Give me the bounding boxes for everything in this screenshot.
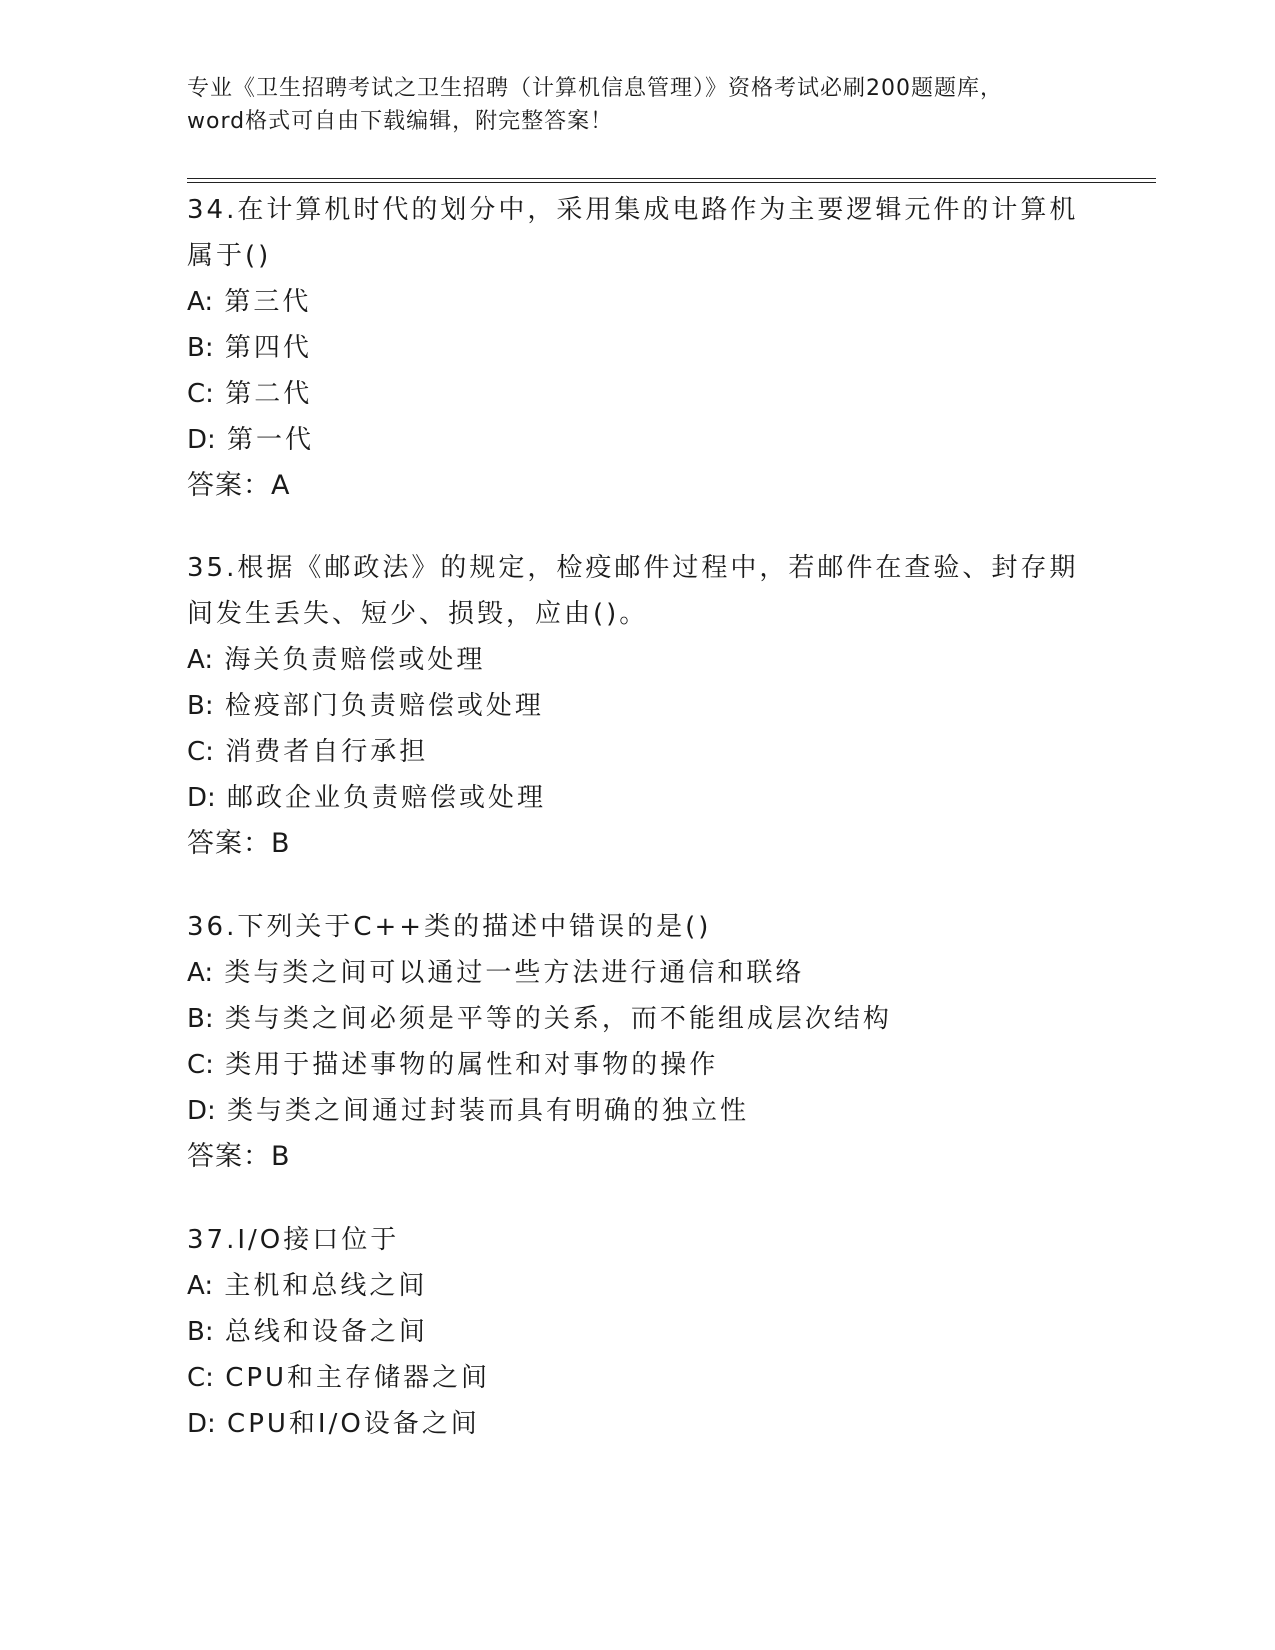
option-c xyxy=(187,371,1087,417)
option-letter: B: xyxy=(187,333,214,363)
option-c xyxy=(187,1355,1087,1401)
option-letter: B: xyxy=(187,1004,214,1034)
option-b xyxy=(187,1309,1087,1355)
header-line-2: word格式可自由下载编辑，附完整答案！ xyxy=(187,109,614,134)
option-d xyxy=(187,775,1087,821)
option-text: 检疫部门负责赔偿或处理 xyxy=(224,691,544,721)
question-text xyxy=(187,1217,1087,1263)
question-line: 36.下列关于C++类的描述中错误的是() xyxy=(187,912,712,942)
header-divider-top xyxy=(187,178,1156,179)
question-34 xyxy=(187,187,1087,509)
option-text: 海关负责赔偿或处理 xyxy=(224,645,486,675)
option-letter: A: xyxy=(187,287,214,317)
answer-label: 答案：A xyxy=(187,470,291,501)
option-letter: D: xyxy=(187,783,216,813)
option-letter: A: xyxy=(187,1271,214,1301)
option-d xyxy=(187,417,1087,463)
option-b xyxy=(187,325,1087,371)
option-text: 邮政企业负责赔偿或处理 xyxy=(227,783,547,813)
question-line: 间发生丢失、短少、损毁，应由()。 xyxy=(187,599,649,629)
option-text: 消费者自行承担 xyxy=(225,737,429,767)
option-d xyxy=(187,1401,1087,1447)
option-text: 类与类之间可以通过一些方法进行通信和联络 xyxy=(224,958,805,988)
option-text: 类用于描述事物的属性和对事物的操作 xyxy=(225,1050,719,1080)
option-b xyxy=(187,683,1087,729)
option-text: CPU和I/O设备之间 xyxy=(227,1409,480,1439)
option-letter: D: xyxy=(187,1096,216,1126)
option-text: 类与类之间通过封装而具有明确的独立性 xyxy=(227,1096,750,1126)
option-a xyxy=(187,950,1087,996)
question-37 xyxy=(187,1217,1087,1447)
option-letter: D: xyxy=(187,425,216,455)
option-a xyxy=(187,637,1087,683)
option-text: 第三代 xyxy=(224,287,312,317)
option-letter: C: xyxy=(187,737,214,767)
answer-label: 答案：B xyxy=(187,828,291,859)
header-divider-bottom xyxy=(187,182,1156,183)
option-letter: C: xyxy=(187,1363,214,1393)
question-text xyxy=(187,904,1087,950)
question-line: 34.在计算机时代的划分中，采用集成电路作为主要逻辑元件的计算机 xyxy=(187,195,1079,225)
option-a xyxy=(187,1263,1087,1309)
option-text: 主机和总线之间 xyxy=(224,1271,428,1301)
option-b xyxy=(187,996,1087,1042)
option-text: 第四代 xyxy=(224,333,312,363)
option-letter: A: xyxy=(187,958,214,988)
option-text: 第一代 xyxy=(227,425,315,455)
option-text: CPU和主存储器之间 xyxy=(225,1363,491,1393)
option-a xyxy=(187,279,1087,325)
option-letter: B: xyxy=(187,691,214,721)
question-text xyxy=(187,545,1087,637)
option-text: 总线和设备之间 xyxy=(224,1317,428,1347)
option-text: 类与类之间必须是平等的关系，而不能组成层次结构 xyxy=(224,1004,892,1034)
header-line-1: 专业《卫生招聘考试之卫生招聘（计算机信息管理）》资格考试必刷200题题库， xyxy=(187,76,1003,101)
option-c xyxy=(187,1042,1087,1088)
option-d xyxy=(187,1088,1087,1134)
option-c xyxy=(187,729,1087,775)
option-letter: C: xyxy=(187,379,214,409)
document-header xyxy=(187,72,1087,138)
option-letter: D: xyxy=(187,1409,216,1439)
question-line: 35.根据《邮政法》的规定，检疫邮件过程中，若邮件在查验、封存期 xyxy=(187,553,1079,583)
option-letter: B: xyxy=(187,1317,214,1347)
question-line: 37.I/O接口位于 xyxy=(187,1225,400,1255)
option-letter: C: xyxy=(187,1050,214,1080)
option-letter: A: xyxy=(187,645,214,675)
question-36 xyxy=(187,904,1087,1180)
answer-label: 答案：B xyxy=(187,1141,291,1172)
question-text xyxy=(187,187,1087,279)
option-text: 第二代 xyxy=(225,379,313,409)
question-35 xyxy=(187,545,1087,867)
question-line: 属于() xyxy=(187,241,272,271)
